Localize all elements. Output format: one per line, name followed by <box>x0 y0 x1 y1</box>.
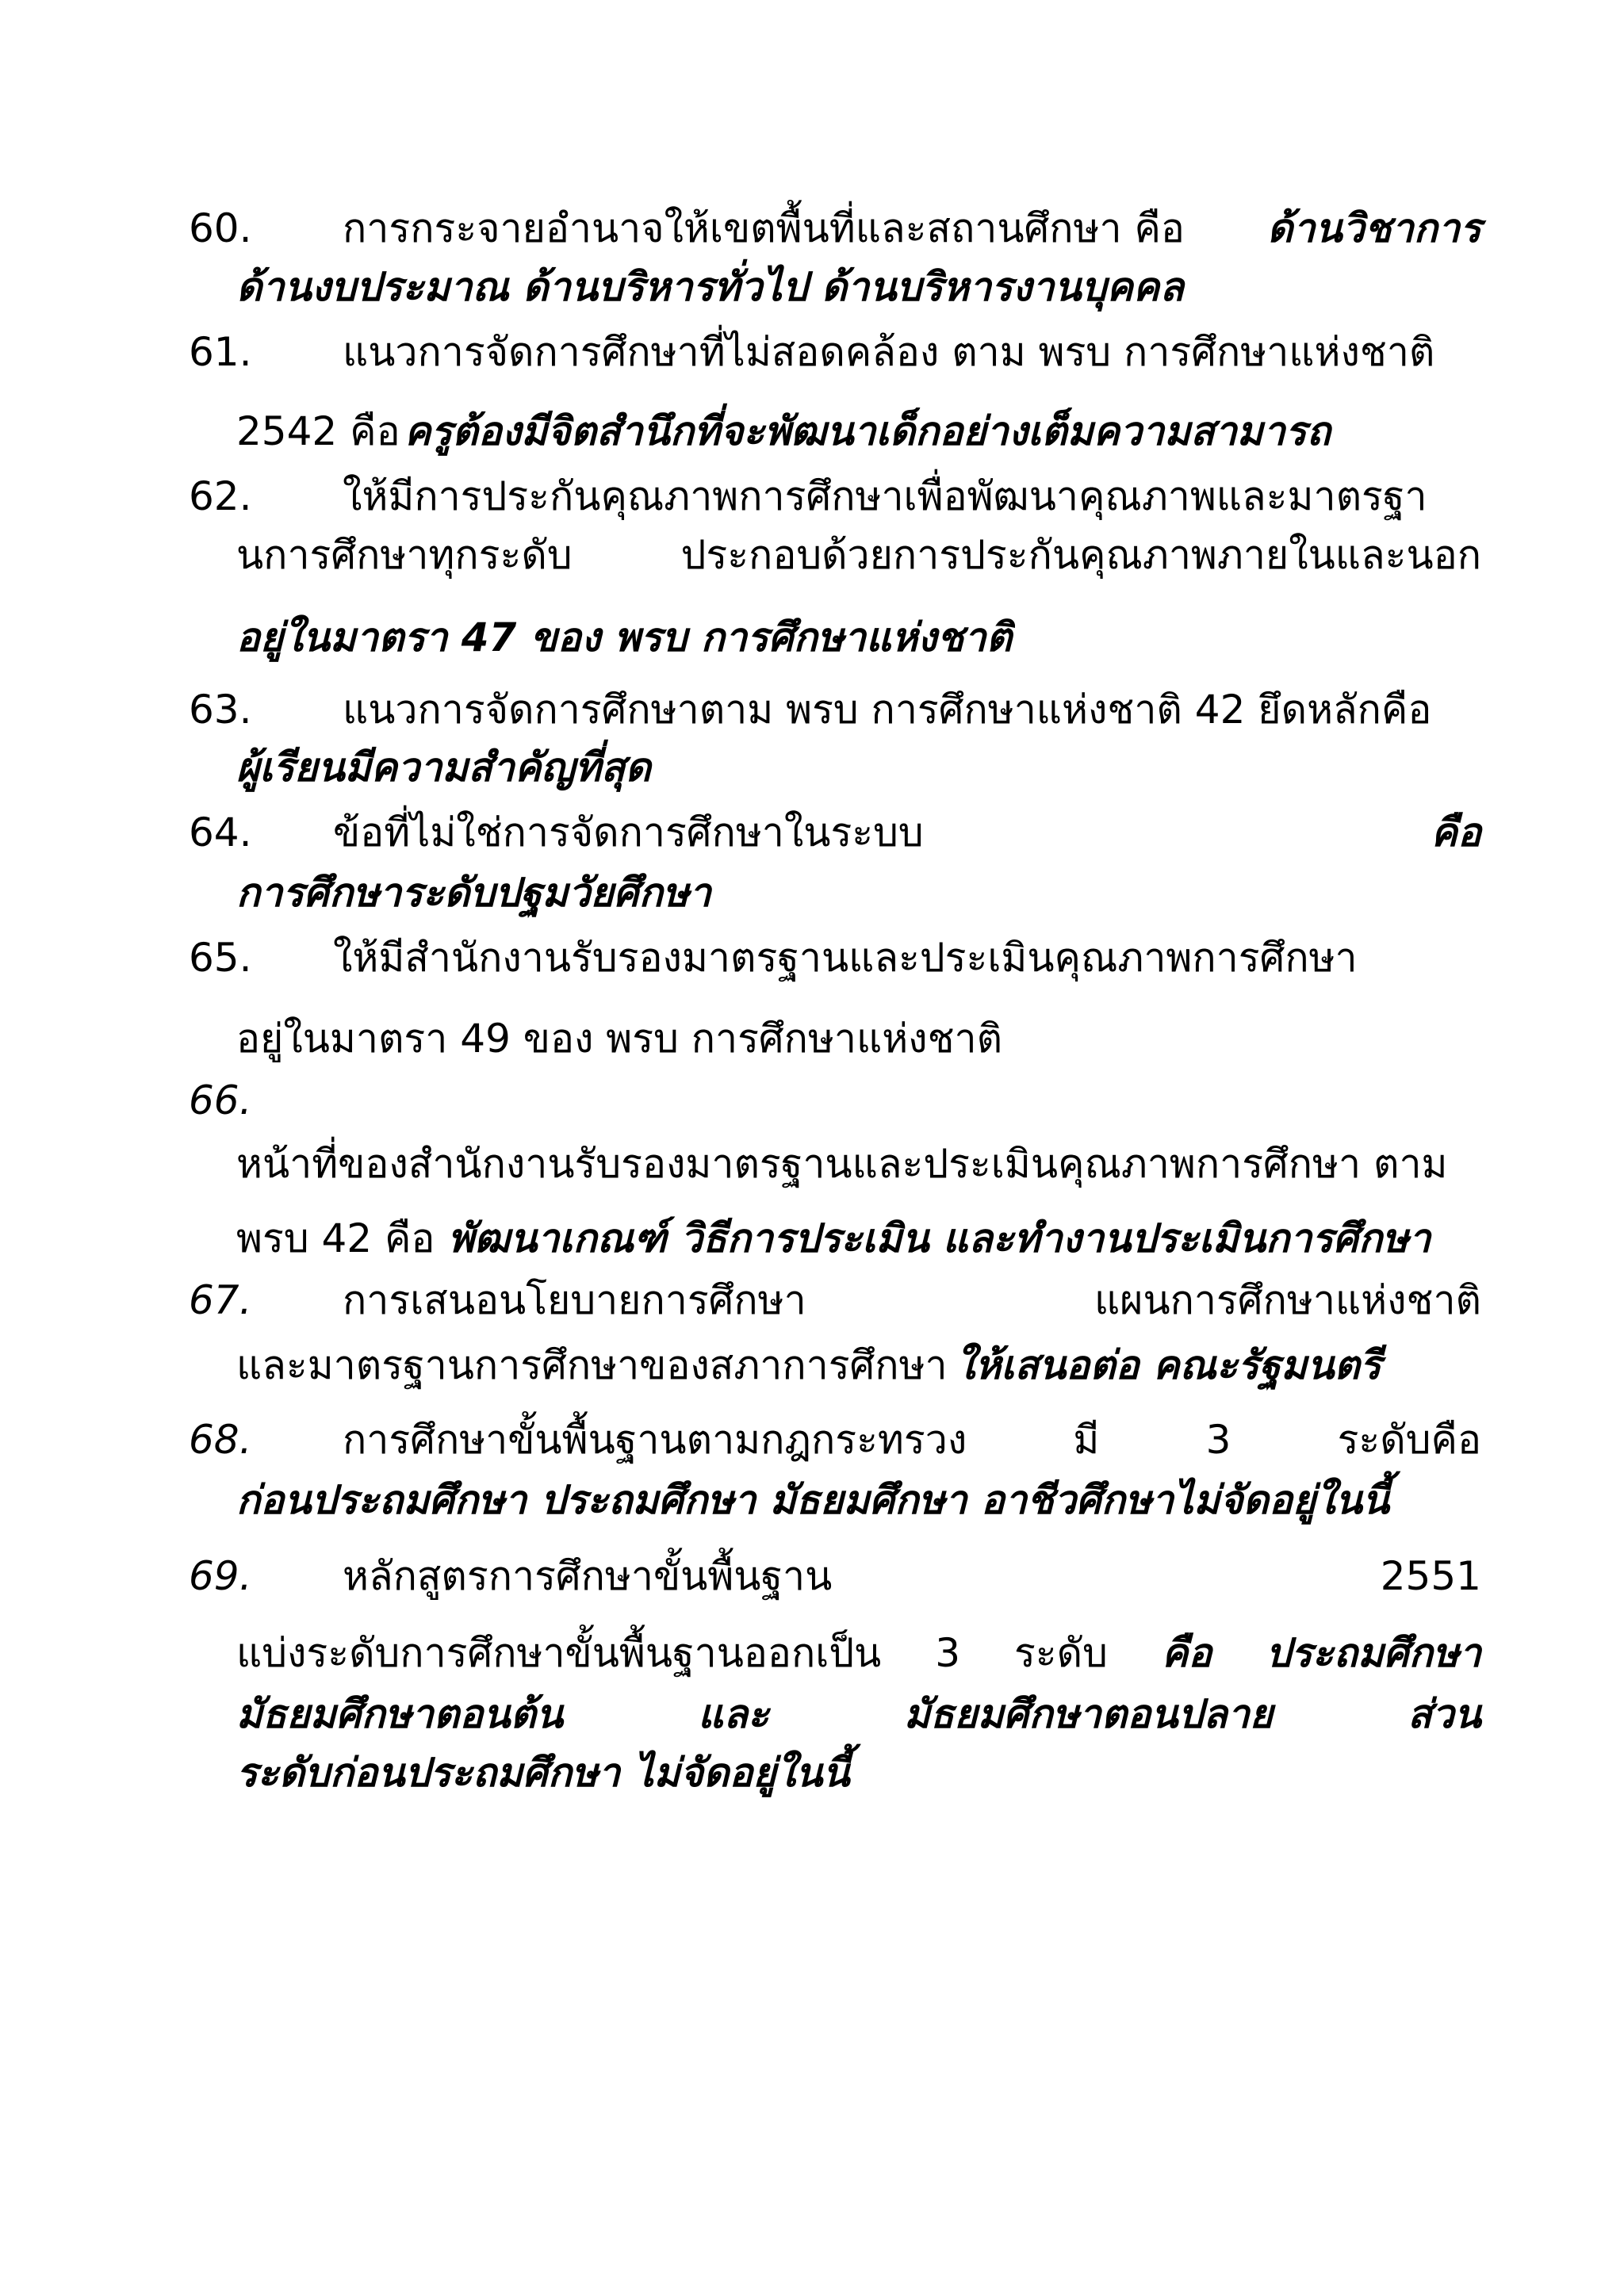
item-text: หน้าที่ของสำนักงานรับรองมาตรฐานและประเมินคุณภาพการศึกษา ตาม <box>236 1141 1448 1187</box>
item-answer: ระดับก่อนประถมศึกษา ไม่จัดอยู่ในนี้ <box>236 1750 850 1796</box>
item-answer: ด้านวิชาการ <box>1266 205 1481 251</box>
item-answer: อยู่ในมาตรา 47 ของ พรบ การศึกษาแห่งชาติ <box>236 614 1013 660</box>
list-item-69 <box>0 1544 1624 1608</box>
item-text: หลักสูตรการศึกษาขั้นพื้นฐาน <box>343 1553 833 1599</box>
item-text: อยู่ในมาตรา 49 ของ พรบ การศึกษาแห่งชาติ <box>236 1016 1003 1062</box>
item-text: ให้มีสำนักงานรับรองมาตรฐานและประเมินคุณภาพการศึกษา <box>333 935 1358 981</box>
item-text: การเสนอนโยบายการศึกษา <box>343 1277 806 1323</box>
item-answer: การศึกษาระดับปฐมวัยศึกษา <box>236 870 711 916</box>
item-text: การกระจายอำนาจให้เขตพื้นที่และสถานศึกษา คือ <box>343 205 1185 251</box>
item-answer: ส่วน <box>1408 1691 1481 1737</box>
list-item-line <box>0 861 1624 924</box>
item-answer: ให้เสนอต่อ คณะรัฐมนตรี <box>956 1342 1381 1388</box>
item-answer: มัธยมศึกษาตอนปลาย <box>903 1691 1274 1737</box>
item-text: 3 <box>1205 1417 1231 1463</box>
list-item-line <box>0 255 1624 319</box>
list-item-line <box>0 523 1624 587</box>
item-text: 2542 คือ <box>236 408 400 454</box>
list-item-line <box>0 606 1624 669</box>
item-number: 62. <box>189 473 252 519</box>
item-answer: ประถมศึกษา <box>1266 1630 1481 1676</box>
item-number: 63. <box>189 687 252 733</box>
list-item-60 <box>0 197 1624 260</box>
list-item-62 <box>0 465 1624 528</box>
list-item-line <box>0 1682 1624 1746</box>
item-answer: คือ <box>1431 809 1481 855</box>
item-answer: คือ <box>1161 1630 1212 1676</box>
list-item-line <box>0 736 1624 799</box>
item-number: 65. <box>189 935 252 981</box>
item-answer: พัฒนาเกณฑ์ วิธีการประเมิน และทำงานประเมินการศึกษา <box>448 1215 1431 1261</box>
item-number: 69. <box>189 1553 252 1599</box>
item-text: มี <box>1073 1417 1100 1463</box>
item-text: นการศึกษาทุกระดับ <box>236 532 573 578</box>
item-text: การศึกษาขั้นพื้นฐานตามกฎกระทรวง <box>343 1417 967 1463</box>
item-answer: ก่อนประถมศึกษา ประถมศึกษา มัธยมศึกษา อาชีวศึกษาไม่จัดอยู่ในนี้ <box>236 1477 1390 1523</box>
item-text: แนวการจัดการศึกษาที่ไม่สอดคล้อง ตาม พรบ การศึกษาแห่งชาติ <box>343 329 1435 375</box>
list-item-line <box>0 1741 1624 1804</box>
list-item-line <box>0 400 1624 463</box>
item-text: ข้อที่ไม่ใช่การจัดการศึกษาในระบบ <box>333 809 924 855</box>
item-answer: ผู้เรียนมีความสำคัญที่สุด <box>236 744 651 790</box>
item-text: ระดับคือ <box>1337 1417 1481 1463</box>
item-text: แนวการจัดการศึกษาตาม พรบ การศึกษาแห่งชาติ 42 ยึดหลักคือ <box>343 687 1432 733</box>
list-item-line <box>0 1621 1624 1685</box>
item-text: ให้มีการประกันคุณภาพการศึกษาเพื่อพัฒนาคุณภาพและมาตรฐา <box>343 473 1427 519</box>
list-item-68 <box>0 1408 1624 1471</box>
item-number: 66. <box>189 1077 252 1123</box>
item-number: 60. <box>189 205 252 251</box>
list-item-64 <box>0 801 1624 864</box>
item-number: 61. <box>189 329 252 375</box>
item-text: 2551 <box>1380 1553 1481 1599</box>
list-item-65 <box>0 926 1624 989</box>
item-text: แบ่งระดับการศึกษาขั้นพื้นฐานออกเป็น <box>236 1630 882 1676</box>
item-number: 68. <box>189 1417 252 1463</box>
item-number: 64. <box>189 809 252 855</box>
list-item-line <box>0 1334 1624 1397</box>
item-text: 3 <box>935 1630 960 1676</box>
list-item-67 <box>0 1269 1624 1332</box>
item-text: ระดับ <box>1013 1630 1108 1676</box>
item-text: พรบ 42 คือ <box>236 1215 435 1261</box>
item-text: และมาตรฐานการศึกษาของสภาการศึกษา <box>236 1342 948 1388</box>
list-item-63 <box>0 678 1624 741</box>
list-item-line <box>0 1207 1624 1270</box>
list-item-line <box>0 1468 1624 1532</box>
item-answer: ด้านงบประมาณ ด้านบริหารทั่วไป ด้านบริหารงานบุคคล <box>236 264 1184 310</box>
item-text: แผนการศึกษาแห่งชาติ <box>1094 1277 1481 1323</box>
list-item-61 <box>0 320 1624 384</box>
list-item-line <box>0 1132 1624 1196</box>
item-answer: และ <box>698 1691 769 1737</box>
list-item-66 <box>0 1069 1624 1132</box>
item-text: ประกอบด้วยการประกันคุณภาพภายในและนอก <box>680 532 1481 578</box>
list-item-line <box>0 1007 1624 1070</box>
item-answer: ครูต้องมีจิตสำนึกที่จะพัฒนาเด็กอย่างเต็มความสามารถ <box>404 408 1331 454</box>
item-answer: มัธยมศึกษาตอนต้น <box>236 1691 564 1737</box>
item-number: 67. <box>189 1277 252 1323</box>
